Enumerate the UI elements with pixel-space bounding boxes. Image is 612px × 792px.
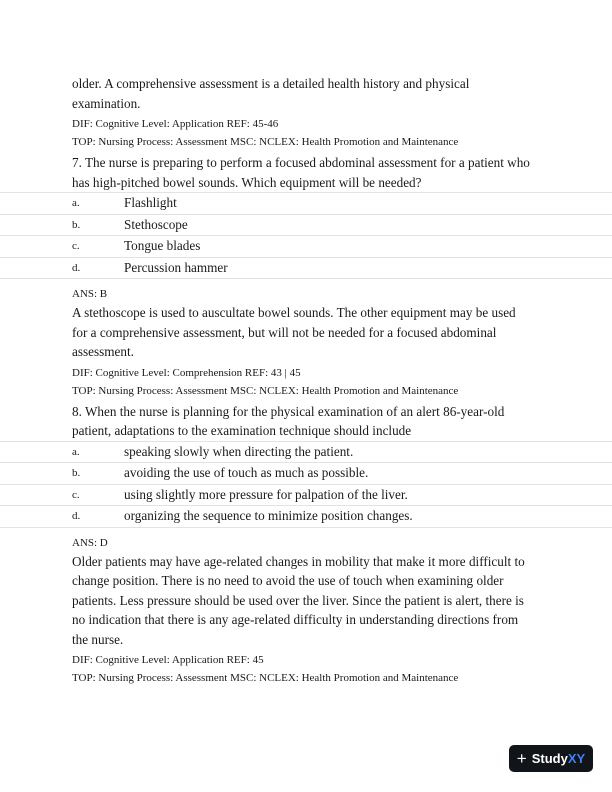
option-letter: c. [72, 240, 80, 253]
text-line: older. A comprehensive assessment is a detailed health history and physical [72, 76, 470, 91]
option-a [0, 441, 612, 463]
text-line: patient, adaptations to the examination technique should include [72, 423, 412, 438]
dif-line: DIF: Cognitive Level: Comprehension REF: 43 | 45 [72, 366, 301, 379]
option-c [0, 484, 612, 506]
text-line: patients. Less pressure should be used over the liver. Since the patient is alert, there is [72, 592, 524, 608]
option-text: avoiding the use of touch as much as possible. [124, 465, 369, 481]
option-letter: c. [72, 488, 80, 501]
rationale [72, 552, 540, 650]
text-line: assessment. [72, 344, 134, 359]
question-8-stem [72, 402, 540, 441]
brand-accent: XY [567, 751, 586, 766]
dif-line: DIF: Cognitive Level: Application REF: 45 [72, 654, 264, 666]
document-page [72, 74, 540, 689]
rationale [72, 303, 540, 362]
top-line: TOP: Nursing Process: Assessment MSC: NCLEX: Health Promotion and Maintenance [72, 136, 459, 148]
question-7-stem [72, 153, 540, 192]
dif-line: DIF: Cognitive Level: Application REF: 45-46 [72, 118, 279, 130]
text-line: Older patients may have age-related changes in mobility that make it more difficult to [72, 553, 525, 569]
option-text: speaking slowly when directing the patient. [124, 443, 354, 459]
option-text: Flashlight [124, 195, 177, 211]
brand-main: Study [531, 751, 568, 766]
option-d [0, 505, 612, 528]
option-b [0, 214, 612, 236]
option-letter: b. [72, 218, 81, 231]
option-c [0, 235, 612, 257]
option-letter: d. [72, 510, 81, 523]
top-line: TOP: Nursing Process: Assessment MSC: NCLEX: Health Promotion and Maintenance [72, 672, 459, 684]
option-letter: b. [72, 467, 81, 480]
option-text: using slightly more pressure for palpation of the liver. [124, 486, 408, 502]
option-letter: a. [72, 197, 80, 210]
text-line: examination. [72, 95, 141, 111]
option-letter: d. [72, 261, 81, 274]
text-line: the nurse. [72, 631, 124, 647]
answer-line: ANS: B [72, 288, 108, 300]
option-b [0, 462, 612, 484]
option-text: Tongue blades [124, 238, 201, 254]
studyxy-badge[interactable] [509, 745, 593, 772]
text-line: A stethoscope is used to auscultate bowel sounds. The other equipment may be used [72, 305, 516, 320]
text-line: has high-pitched bowel sounds. Which equipment will be needed? [72, 174, 422, 190]
brand-name [532, 751, 585, 766]
question-7-options [0, 192, 612, 279]
option-letter: a. [72, 445, 80, 458]
text-line: 8. When the nurse is planning for the physical examination of an alert 86-year-old [72, 403, 505, 419]
option-text: organizing the sequence to minimize position changes. [124, 508, 413, 524]
top-line: TOP: Nursing Process: Assessment MSC: NCLEX: Health Promotion and Maintenance [72, 384, 459, 397]
question-8-options [0, 441, 612, 528]
option-text: Stethoscope [124, 216, 188, 232]
option-text: Percussion hammer [124, 259, 228, 275]
plus-icon: + [516, 749, 527, 768]
text-line: for a comprehensive assessment, but will not be needed for a focused abdominal [72, 324, 497, 340]
option-a [0, 192, 612, 214]
text-line: no indication that there is any age-related difficulty in understanding directions from [72, 612, 519, 627]
text-line: 7. The nurse is preparing to perform a focused abdominal assessment for a patient who [72, 155, 530, 170]
answer-line: ANS: D [72, 536, 108, 549]
intro-text [72, 74, 540, 113]
text-line: change position. There is no need to avoid the use of touch when examining older [72, 573, 504, 588]
option-d [0, 257, 612, 280]
